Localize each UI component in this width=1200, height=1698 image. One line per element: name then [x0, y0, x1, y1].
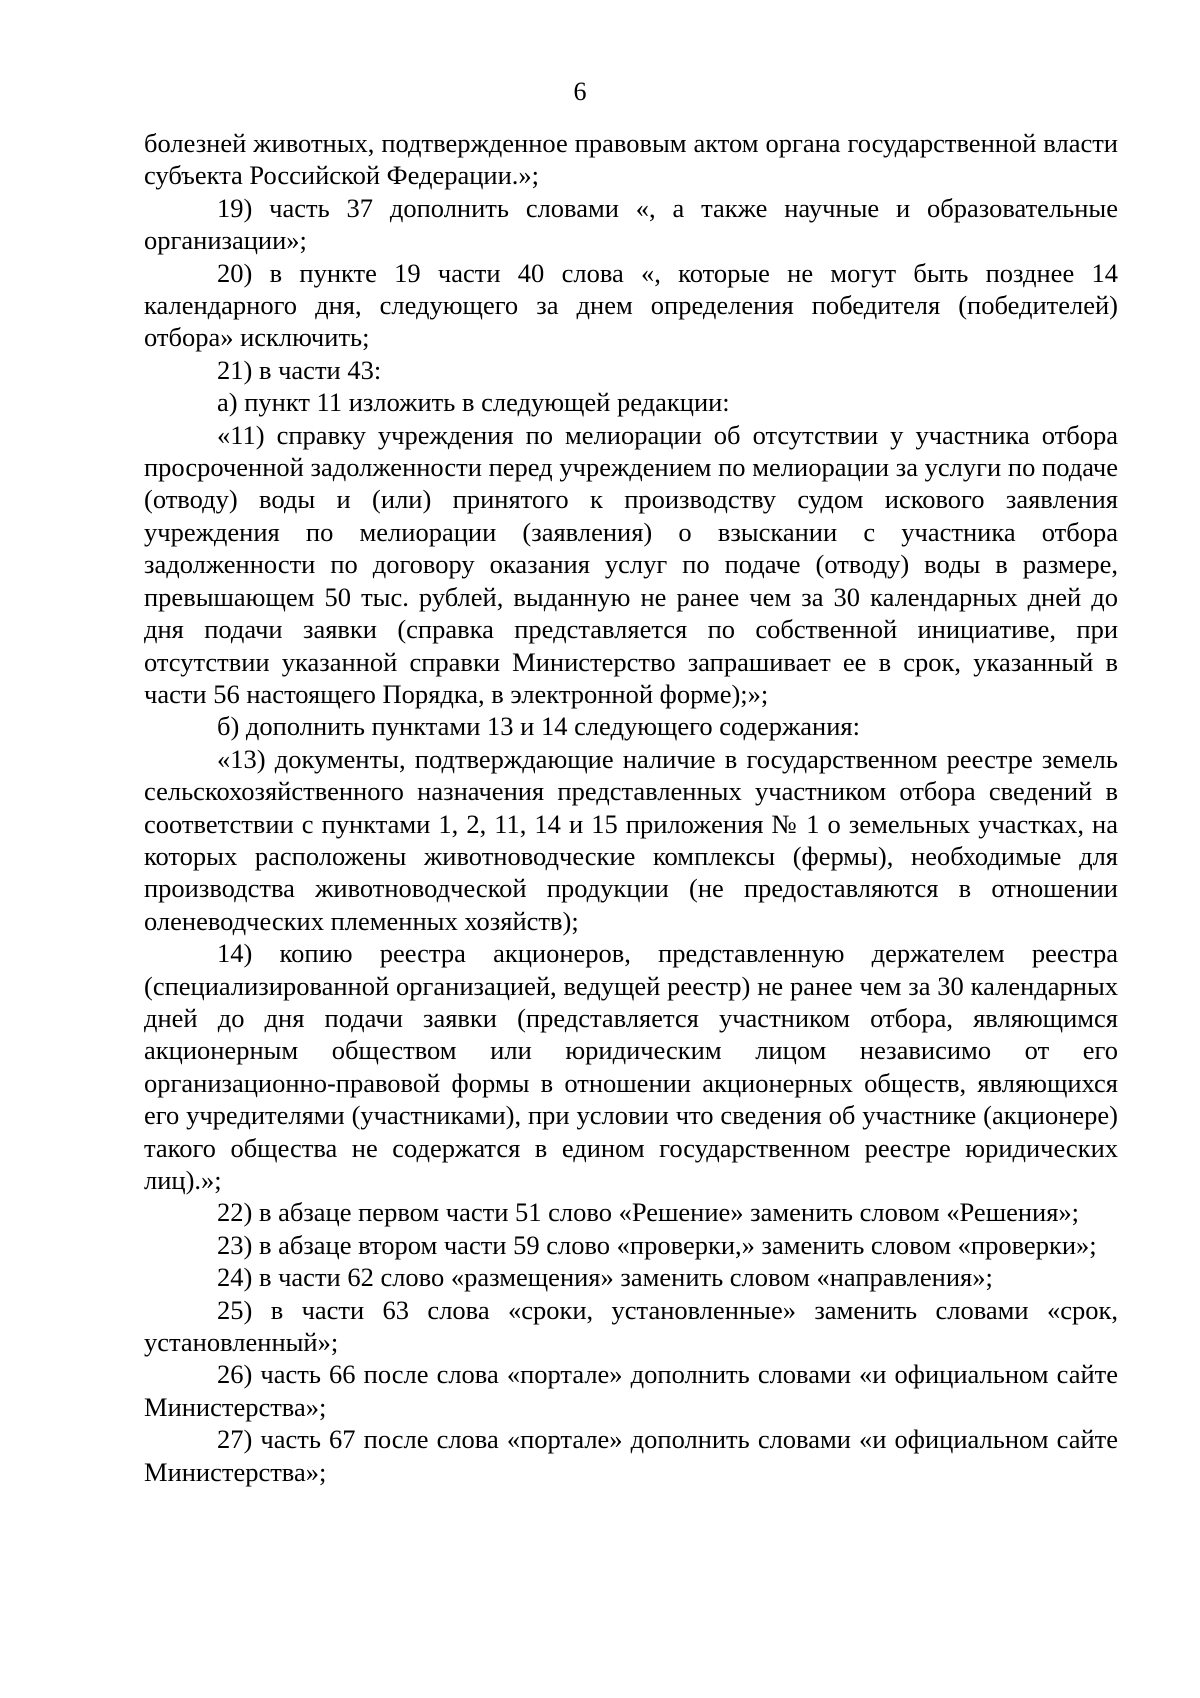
paragraph: а) пункт 11 изложить в следующей редакции:	[217, 387, 730, 418]
paragraph: 20) в пункте 19 части 40 слова «, которые не могут быть позднее 14 календарного дня, следующего за днем определения победителя (победителей) отбора» исключить;	[144, 257, 1118, 353]
page-number: 6	[573, 77, 587, 106]
paragraph: 24) в части 62 слово «размещения» заменить словом «направления»;	[217, 1262, 993, 1293]
paragraph: «13) документы, подтверждающие наличие в государственном реестре земель сельскохозяйственного назначения представленных участником отбора сведений в соответствии с пунктами 1, 2, 11, 14 и 15 приложения № 1 о земельных участках, на которых расположены животноводческие комплексы (фермы), необходимые для производства животноводческой продукции (не предоставляются в отношении оленеводческих племенных хозяйств);	[144, 743, 1118, 936]
paragraph: «11) справку учреждения по мелиорации об отсутствии у участника отбора просроченной задолженности перед учреждением по мелиорации за услуги по подаче (отводу) воды и (или) принятого к производству судом искового заявления учреждения по мелиорации (заявления) о взыскании с участника отбора задолженности по договору оказания услуг по подаче (отводу) воды в размере, превышающем 50 тыс. рублей, выданную не ранее чем за 30 календарных дней до дня подачи заявки (справка представляется по собственной инициативе, при отсутствии указанной справки Министерство запрашивает ее в срок, указанный в части 56 настоящего Порядка, в электронной форме);»;	[144, 419, 1118, 709]
paragraph: 26) часть 66 после слова «портале» дополнить словами «и официальном сайте Министерства»;	[144, 1359, 1118, 1422]
paragraph: 21) в части 43:	[217, 354, 382, 385]
paragraph: 19) часть 37 дополнить словами «, а также научные и образовательные организации»;	[144, 192, 1118, 256]
paragraph: 27) часть 67 после слова «портале» дополнить словами «и официальном сайте Министерства»;	[144, 1424, 1118, 1487]
paragraph: 23) в абзаце втором части 59 слово «проверки,» заменить словом «проверки»;	[217, 1229, 1097, 1260]
paragraph: 14) копию реестра акционеров, представленную держателем реестра (специализированной организацией, ведущей реестр) не ранее чем за 30 календарных дней до дня подачи заявки (представляется участником отбора, являющимся акционерным обществом или юридическим лицом независимо от его организационно-правовой формы в отношении акционерных обществ, являющихся его учредителями (участниками), при условии что сведения об участнике (акционере) такого общества не содержатся в едином государственном реестре юридических лиц).»;	[144, 938, 1118, 1195]
document-body	[144, 127, 1118, 1488]
paragraph: б) дополнить пунктами 13 и 14 следующего содержания:	[217, 711, 860, 742]
paragraph: 22) в абзаце первом части 51 слово «Решение» заменить словом «Решения»;	[217, 1197, 1080, 1228]
paragraph: болезней животных, подтвержденное правовым актом органа государственной власти субъекта Российской Федерации.»;	[144, 128, 1118, 191]
paragraph: 25) в части 63 слова «сроки, установленные» заменить словами «срок, установленный»;	[144, 1294, 1118, 1358]
